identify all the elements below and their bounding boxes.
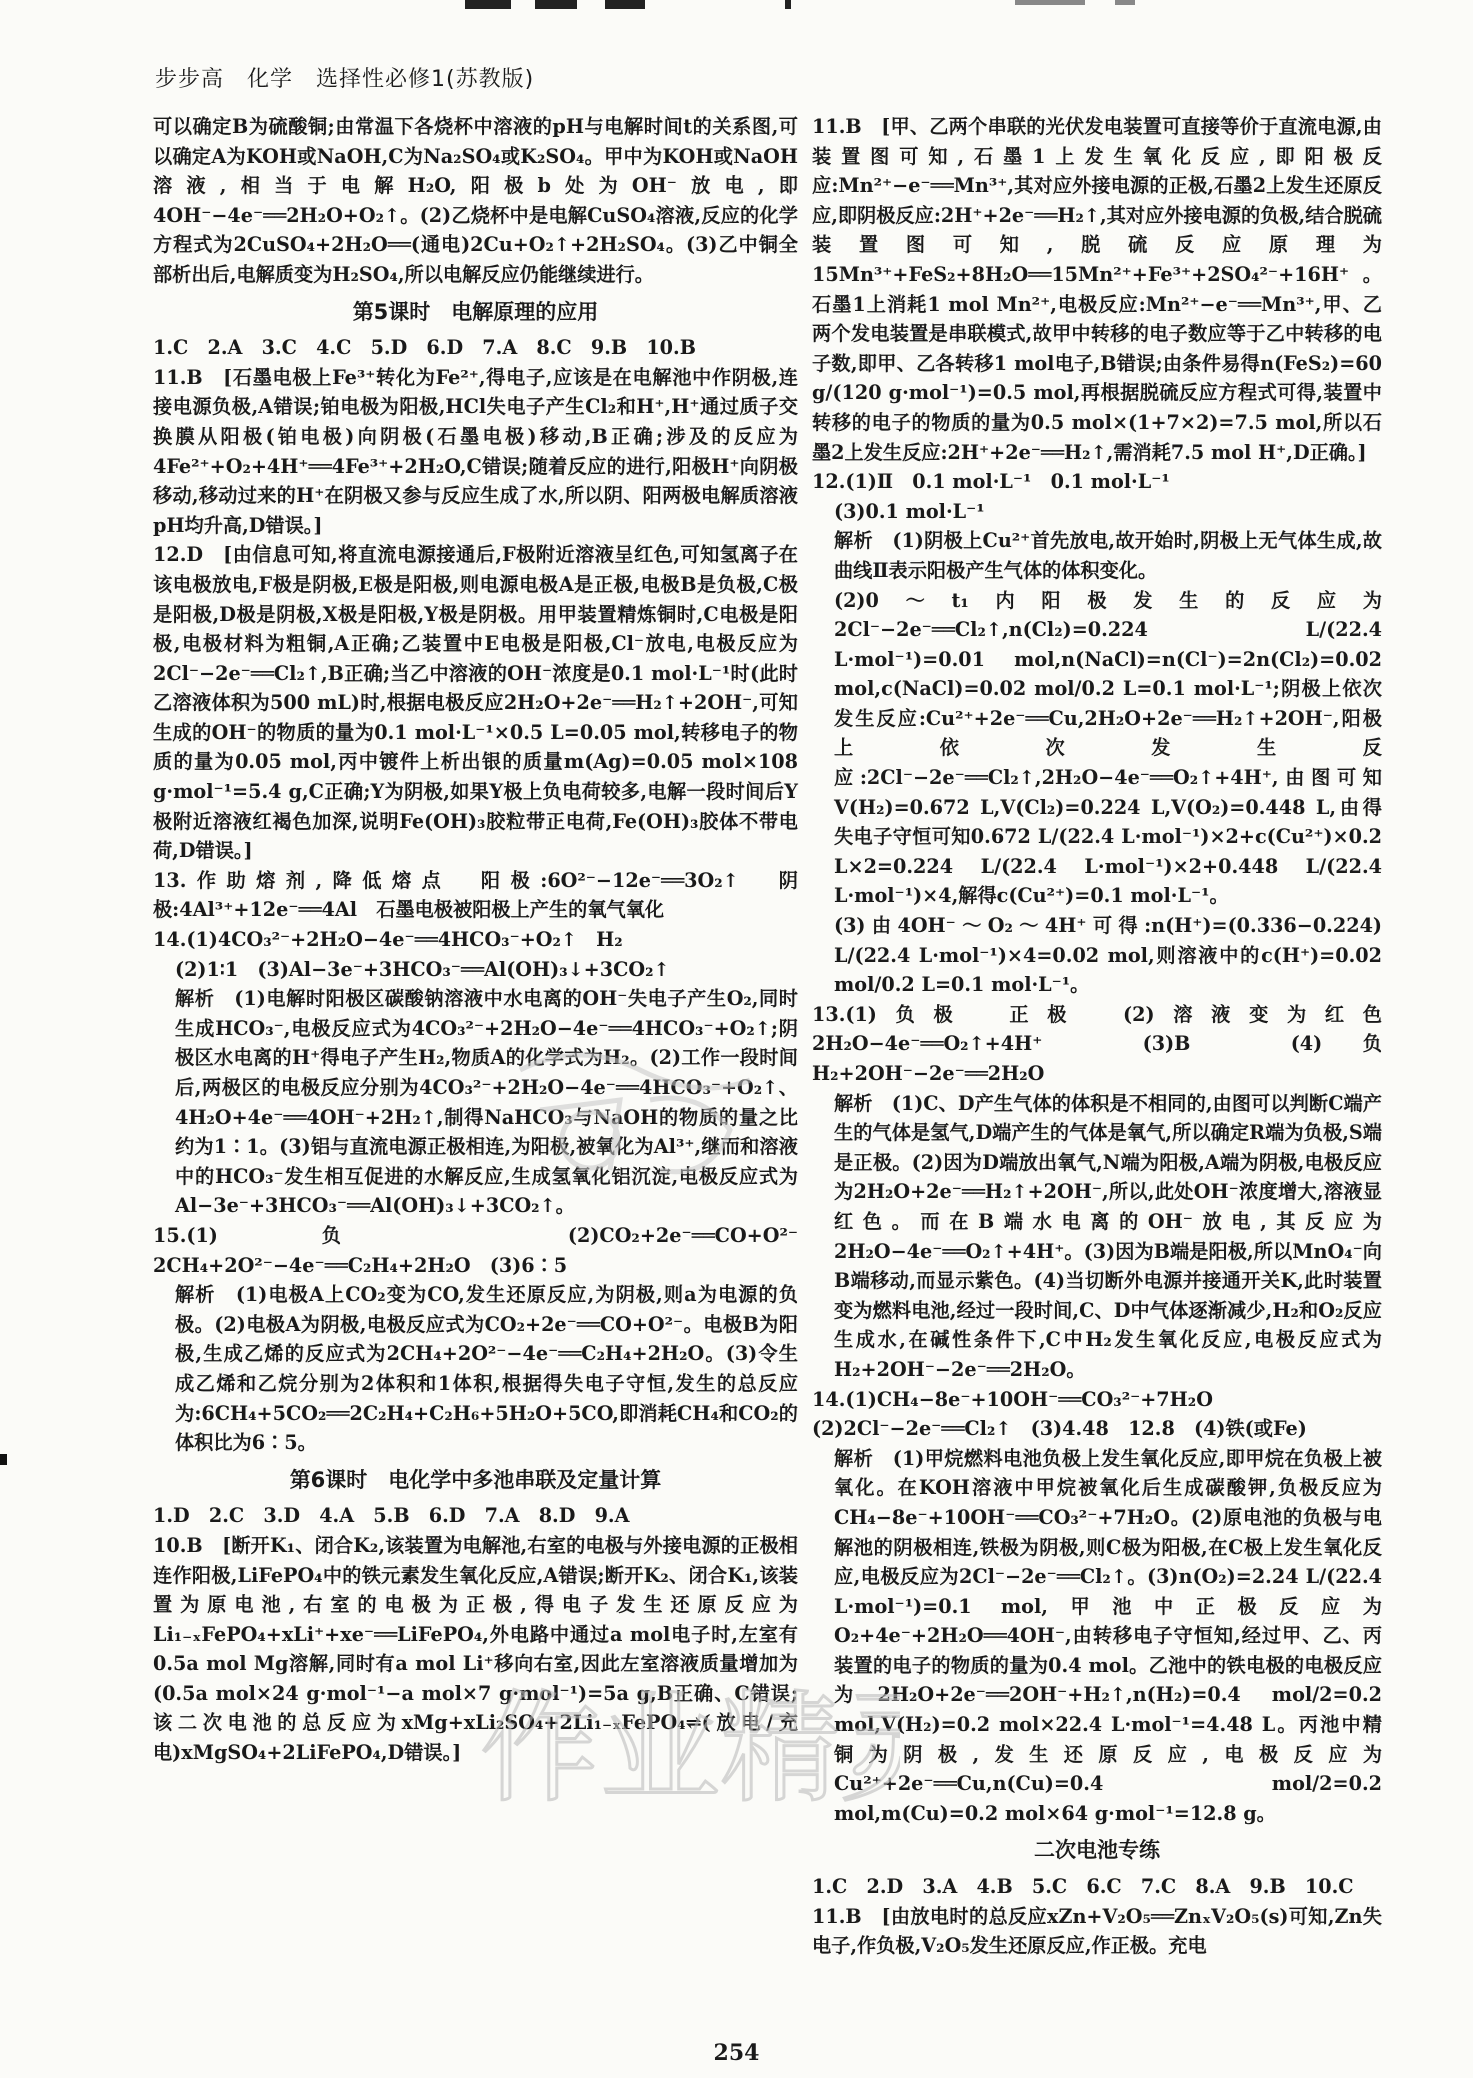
- left-column: [153, 112, 818, 1768]
- answer-paragraph: 1.C 2.D 3.A 4.B 5.C 6.C 7.C 8.A 9.B 10.C: [812, 1875, 1354, 1899]
- section-heading: 第6课时 电化学中多池串联及定量计算: [289, 1467, 662, 1492]
- answer-paragraph: 10.B [断开K₁、闭合K₂,该装置为电解池,右室的电极与外接电源的正极相连作阳极,LiFePO₄中的铁元素发生氧化反应,A错误;断开K₂、闭合K₁,该装置为原电池,右室的电极为正极,得电子发生还原反应为Li₁₋ₓFePO₄+xLi⁺+xe⁻══LiFePO₄,外电路中通过a mol电子时,左室有0.5a mol Mg溶解,同时有a mol Li⁺移向右室,因此左室溶液质量增加为(0.5a mol×24 g·mol⁻¹−a mol×7 g·mol⁻¹)=5a g,B正确、C错误;该二次电池的总反应为xMg+xLi₂SO₄+2Li₁₋ₓFePO₄⇌(放电/充电)xMgSO₄+2LiFePO₄,D错误。]: [153, 1533, 798, 1765]
- explanation-paragraph: (3)0.1 mol·L⁻¹: [834, 499, 985, 523]
- answer-paragraph: 13.(1)负极 正极 (2)溶液变为红色 2H₂O−4e⁻══O₂↑+4H⁺ (3)B (4)负 H₂+2OH⁻−2e⁻══2H₂O: [812, 1002, 1402, 1085]
- explanation-paragraph: (2)0～t₁内阳极发生的反应为2Cl⁻−2e⁻══Cl₂↑,n(Cl₂)=0.224 L/(22.4 L·mol⁻¹)=0.01 mol,n(NaCl)=n(Cl⁻)=2n(Cl₂)=0.02 mol,c(NaCl)=0.02 mol/0.2 L=0.1 mol·L⁻¹;阴极上依次发生反应:Cu²⁺+2e⁻══Cu,2H₂O+2e⁻══H₂↑+2OH⁻,阳极上依次发生反应:2Cl⁻−2e⁻══Cl₂↑,2H₂O−4e⁻══O₂↑+4H⁺,由图可知V(H₂)=0.672 L,V(Cl₂)=0.224 L,V(O₂)=0.448 L,由得失电子守恒可知0.672 L/(22.4 L·mol⁻¹)×2+c(Cu²⁺)×0.2 L×2=0.224 L/(22.4 L·mol⁻¹)×2+0.448 L/(22.4 L·mol⁻¹)×4,解得c(Cu²⁺)=0.1 mol·L⁻¹。: [834, 588, 1382, 908]
- section-heading: 二次电池专练: [1034, 1838, 1160, 1863]
- svg-text:作业精灵: 作业精: [480, 1680, 840, 1819]
- explanation-paragraph: (2)1∶1 (3)Al−3e⁻+3HCO₃⁻══Al(OH)₃↓+3CO₂↑: [175, 957, 670, 981]
- answer-paragraph: 12.(1)Ⅱ 0.1 mol·L⁻¹ 0.1 mol·L⁻¹: [812, 470, 1170, 494]
- answer-paragraph: 14.(1)CH₄−8e⁻+10OH⁻══CO₃²⁻+7H₂O (2)2Cl⁻−2e⁻══Cl₂↑ (3)4.48 12.8 (4)铁(或Fe): [812, 1387, 1307, 1441]
- watermark-stamp-icon: [500, 1030, 760, 1200]
- answer-paragraph: 11.B [由放电时的总反应xZn+V₂O₅══ZnₓV₂O₅(s)可知,Zn失电子,作负极,V₂O₅发生还原反应,作正极。充电: [812, 1904, 1382, 1958]
- page-header: 步步高 化学 选择性必修1(苏教版): [155, 67, 535, 92]
- answer-paragraph: 12.D [由信息可知,将直流电源接通后,F极附近溶液呈红色,可知氢离子在该电极放电,F极是阴极,E极是阳极,则电源电极A是正极,电极B是负极,C极是阳极,D极是阴极,X极是阳极,Y极是阴极。用甲装置精炼铜时,C电极是阳极,电极材料为粗铜,A正确;乙装置中E电极是阳极,Cl⁻放电,电极反应为2Cl⁻−2e⁻══Cl₂↑,B正确;当乙中溶液的OH⁻浓度是0.1 mol·L⁻¹时(此时乙溶液体积为500 mL)时,根据电极反应2H₂O+2e⁻══H₂↑+2OH⁻,可知生成的OH⁻的物质的量为0.1 mol·L⁻¹×0.5 L=0.05 mol,转移电子的物质的量为0.05 mol,丙中镀件上析出银的质量m(Ag)=0.05 mol×108 g·mol⁻¹=5.4 g,C正确;Y为阴极,如果Y极上负电荷较多,电解一段时间后Y极附近溶液红褐色加深,说明Fe(OH)₃胶粒带正电荷,Fe(OH)₃胶体不带电荷,D错误。]: [153, 543, 798, 863]
- answer-paragraph: 1.C 2.A 3.C 4.C 5.D 6.D 7.A 8.C 9.B 10.B: [153, 336, 696, 360]
- explanation-paragraph: 解析 (1)电解时阳极区碳酸钠溶液中水电离的OH⁻失电子产生O₂,同时生成HCO₃⁻,电极反应式为4CO₃²⁻+2H₂O−4e⁻══4HCO₃⁻+O₂↑;阴极区水电离的H⁺得电子产生H₂,物质A的化学式为H₂。(2)工作一段时间后,两极区的电极反应分别为4CO₃²⁻+2H₂O−4e⁻══4HCO₃⁻+O₂↑、4H₂O+4e⁻══4OH⁻+2H₂↑,制得NaHCO₃与NaOH的物质的量之比约为1∶1。(3)铝与直流电源正极相连,为阳极,被氧化为Al³⁺,继而和溶液中的HCO₃⁻发生相互促进的水解反应,生成氢氧化铝沉淀,电极反应式为Al−3e⁻+3HCO₃⁻══Al(OH)₃↓+3CO₂↑。: [175, 987, 798, 1218]
- margin-mark: [0, 1454, 7, 1465]
- top-scan-marks: [455, 0, 1135, 14]
- explanation-paragraph: (3)由4OH⁻～O₂～4H⁺可得:n(H⁺)=(0.336−0.224) L/(22.4 L·mol⁻¹)×4=0.02 mol,则溶液中的c(H⁺)=0.02 mol/0.2 L=0.1 mol·L⁻¹。: [834, 914, 1382, 997]
- explanation-paragraph: 解析 (1)甲烷燃料电池负极上发生氧化反应,即甲烷在负极上被氧化。在KOH溶液中甲烷被氧化后生成碳酸钾,负极反应为CH₄−8e⁻+10OH⁻══CO₃²⁻+7H₂O。(2)原电池的负极与电解池的阴极相连,铁极为阴极,则C极为阳极,在C极上发生氧化反应,电极反应为2Cl⁻−2e⁻══Cl₂↑。(3)n(O₂)=2.24 L/(22.4 L·mol⁻¹)=0.1 mol,甲池中正极反应为O₂+4e⁻+2H₂O══4OH⁻,由转移电子守恒知,经过甲、乙、丙装置的电子的物质的量为0.4 mol。乙池中的铁电极的电极反应为2H₂O+2e⁻══2OH⁻+H₂↑,n(H₂)=0.4 mol/2=0.2 mol,V(H₂)=0.2 mol×22.4 L·mol⁻¹=4.48 L。丙池中精铜为阴极,发生还原反应,电极反应为Cu²⁺+2e⁻══Cu,n(Cu)=0.4 mol/2=0.2 mol,m(Cu)=0.2 mol×64 g·mol⁻¹=12.8 g。: [834, 1446, 1382, 1825]
- explanation-paragraph: 解析 (1)C、D产生气体的体积是不相同的,由图可以判断C端产生的气体是氢气,D端产生的气体是氧气,所以确定R端为负极,S端是正极。(2)因为D端放出氧气,N端为阳极,A端为阴极,电极反应为2H₂O+2e⁻══H₂↑+2OH⁻,所以,此处OH⁻浓度增大,溶液显红色。而在B端水电离的OH⁻放电,其反应为2H₂O−4e⁻══O₂↑+4H⁺。(3)因为B端是阳极,所以MnO₄⁻向B端移动,而显示紫色。(4)当切断外电源并接通开关K,此时装置变为燃料电池,经过一段时间,C、D中气体逐渐减少,H₂和O₂反应生成水,在碱性条件下,C中H₂发生氧化反应,电极反应式为H₂+2OH⁻−2e⁻══2H₂O。: [834, 1091, 1382, 1381]
- explanation-paragraph: 解析 (1)电极A上CO₂变为CO,发生还原反应,为阴极,则a为电源的负极。(2)电极A为阴极,电极反应式为CO₂+2e⁻══CO+O²⁻。电极B为阳极,生成乙烯的反应式为2CH₄+2O²⁻−4e⁻══C₂H₄+2H₂O。(3)令生成乙烯和乙烷分别为2体积和1体积,根据得失电子守恒,发生的总反应为:6CH₄+5CO₂══2C₂H₄+C₂H₆+5H₂O+5CO,即消耗CH₄和CO₂的体积比为6∶5。: [175, 1283, 798, 1455]
- answer-paragraph: 15.(1)负 (2)CO₂+2e⁻══CO+O²⁻ 2CH₄+2O²⁻−4e⁻══C₂H₄+2H₂O (3)6∶5: [153, 1223, 818, 1277]
- watermark-text: [470, 1660, 900, 1830]
- explanation-paragraph: 解析 (1)阴极上Cu²⁺首先放电,故开始时,阴极上无气体生成,故曲线Ⅱ表示阳极产生气体的体积变化。: [834, 529, 1382, 582]
- watermark-logo-icon: [470, 1660, 900, 1830]
- page-number: 254: [713, 2040, 760, 2066]
- answer-paragraph: 13.作助熔剂,降低熔点 阳极:6O²⁻−12e⁻══3O₂↑ 阴极:4Al³⁺+12e⁻══4Al 石墨电极被阳极上产生的氧气氧化: [153, 868, 798, 922]
- answer-paragraph: 11.B [石墨电极上Fe³⁺转化为Fe²⁺,得电子,应该是在电解池中作阴极,连接电源负极,A错误;铂电极为阳极,HCl失电子产生Cl₂和H⁺,H⁺通过质子交换膜从阳极(铂电极)向阴极(石墨电极)移动,B正确;涉及的反应为4Fe²⁺+O₂+4H⁺══4Fe³⁺+2H₂O,C错误;随着反应的进行,阳极H⁺向阴极移动,移动过来的H⁺在阴极又参与反应生成了水,所以阴、阳两极电解质溶液pH均升高,D错误。]: [153, 365, 798, 537]
- answer-paragraph: 1.D 2.C 3.D 4.A 5.B 6.D 7.A 8.D 9.A: [153, 1504, 630, 1528]
- answer-paragraph: 可以确定B为硫酸铜;由常温下各烧杯中溶液的pH与电解时间t的关系图,可以确定A为KOH或NaOH,C为Na₂SO₄或K₂SO₄。甲中为KOH或NaOH溶液,相当于电解H₂O,阳极b处为OH⁻放电,即4OH⁻−4e⁻══2H₂O+O₂↑。(2)乙烧杯中是电解CuSO₄溶液,反应的化学方程式为2CuSO₄+2H₂O══(通电)2Cu+O₂↑+2H₂SO₄。(3)乙中铜全部析出后,电解质变为H₂SO₄,所以电解反应仍能继续进行。: [153, 115, 798, 286]
- section-heading: 第5课时 电解原理的应用: [352, 299, 599, 324]
- answer-paragraph: 14.(1)4CO₃²⁻+2H₂O−4e⁻══4HCO₃⁻+O₂↑ H₂: [153, 928, 623, 952]
- answer-paragraph: 11.B [甲、乙两个串联的光伏发电装置可直接等价于直流电源,由装置图可知,石墨1上发生氧化反应,即阳极反应:Mn²⁺−e⁻══Mn³⁺,其对应外接电源的正极,石墨2上发生还原反应,即阴极反应:2H⁺+2e⁻══H₂↑,其对应外接电源的负极,结合脱硫装置图可知,脱硫反应原理为15Mn³⁺+FeS₂+8H₂O══15Mn²⁺+Fe³⁺+2SO₄²⁻+16H⁺。石墨1上消耗1 mol Mn²⁺,电极反应:Mn²⁺−e⁻══Mn³⁺,甲、乙两个发电装置是串联模式,故甲中转移的电子数应等于乙中转移的电子数,即甲、乙各转移1 mol电子,B错误;由条件易得n(FeS₂)=60 g/(120 g·mol⁻¹)=0.5 mol,再根据脱硫反应方程式可得,装置中转移的电子的物质的量为0.5 mol×(1+7×2)=7.5 mol,所以石墨2上发生反应:2H⁺+2e⁻══H₂↑,需消耗7.5 mol H⁺,D正确。]: [812, 115, 1382, 464]
